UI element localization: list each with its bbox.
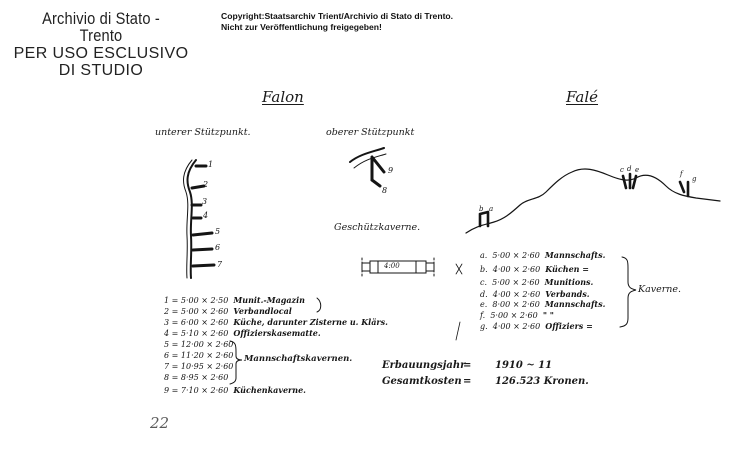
lower-row-dims: 6·00 × 2·60 xyxy=(180,318,229,327)
lower-point-number: 1 xyxy=(208,160,214,169)
elevation-point-label: e xyxy=(635,166,640,174)
elevation-point-label: f xyxy=(680,170,683,178)
lower-row-use: Küche, darunter Zisterne u. Klärs. xyxy=(233,317,388,327)
cost-label: Gesamtkosten xyxy=(382,376,462,387)
lower-row xyxy=(164,340,233,349)
copyright-line-2: Nicht zur Veröffentlichung freigegeben! xyxy=(221,22,382,33)
cavern-letter: g. xyxy=(480,322,488,331)
cost-value: 126.523 Kronen. xyxy=(495,376,589,387)
cavern-letter: d. xyxy=(480,290,488,299)
cavern-use: Mannschafts. xyxy=(544,250,606,260)
lower-row xyxy=(164,295,305,305)
cavern-letter: f. xyxy=(480,311,486,320)
cavern-group-label: Kaverne. xyxy=(638,284,682,295)
lower-point-number: 5 xyxy=(215,227,221,236)
page-number: 22 xyxy=(150,414,170,432)
cavern-letter: e. xyxy=(480,300,488,309)
lower-point-number: 7 xyxy=(217,260,223,269)
lower-support-label: unterer Stützpunkt. xyxy=(155,127,251,138)
elevation-point-label: d xyxy=(627,165,632,173)
cavern-dims: 4·00 × 2·60 xyxy=(492,265,541,274)
lower-row-use: Küchenkaverne. xyxy=(233,385,306,395)
lower-row-number: 3 = xyxy=(164,318,179,327)
lower-row-number: 2 = xyxy=(164,307,179,316)
lower-row-number: 1 = xyxy=(164,296,179,305)
cavern-row xyxy=(480,250,605,260)
year-equals: = xyxy=(463,360,472,371)
cavern-row xyxy=(480,264,589,274)
lower-point-number: 2 xyxy=(203,180,209,189)
stamp-line-2: PER USO ESCLUSIVO xyxy=(13,45,189,62)
lower-row-dims: 11·20 × 2·60 xyxy=(180,351,234,360)
stamp-line-1: Archivio di Stato - Trento xyxy=(42,9,160,45)
cavern-letter: c. xyxy=(480,278,488,287)
crew-group-label: Mannschaftskavernen. xyxy=(244,354,353,364)
lower-row-number: 8 = xyxy=(164,373,179,382)
cavern-dims: 4·00 × 2·60 xyxy=(492,290,541,299)
lower-list-brace-1 xyxy=(317,298,321,312)
cavern-letter: b. xyxy=(480,265,488,274)
lower-row xyxy=(164,351,233,360)
lower-row-dims: 10·95 × 2·60 xyxy=(180,362,234,371)
lower-row-number: 9 = xyxy=(164,386,179,395)
elevation-point-label: b xyxy=(479,205,484,213)
lower-row xyxy=(164,362,233,371)
cavern-use: " " xyxy=(542,310,554,320)
elevation-profile xyxy=(466,169,720,233)
cavern-dims: 5·00 × 2·60 xyxy=(492,251,540,260)
year-label: Erbauungsjahr xyxy=(382,360,466,371)
year-value: 1910 ~ 11 xyxy=(495,360,553,371)
cavern-row xyxy=(480,289,590,299)
lower-row xyxy=(164,306,292,316)
cavern-dims: 4·00 × 2·60 xyxy=(492,322,541,331)
lower-row xyxy=(164,385,306,395)
stamp-line-3: DI STUDIO xyxy=(58,62,144,79)
elevation-title: Falé xyxy=(566,88,599,106)
lower-row-number: 5 = xyxy=(164,340,179,349)
plan-title: Falon xyxy=(262,88,304,106)
elevation-point-label: c xyxy=(620,166,624,174)
lower-row-dims: 5·00 × 2·50 xyxy=(180,296,229,305)
upper-point-number: 9 xyxy=(388,166,394,175)
lower-row-use: Munit.-Magazin xyxy=(233,295,305,305)
cavern-dims: 5·00 × 2·60 xyxy=(492,278,540,287)
lower-row-number: 4 = xyxy=(164,329,179,338)
lower-row-use: Offizierskasematte. xyxy=(233,328,321,338)
upper-support-point-plan xyxy=(350,148,386,186)
cavern-row xyxy=(480,277,593,287)
lower-row-number: 6 = xyxy=(164,351,179,360)
gun-cavern-dimension: 4:00 xyxy=(384,262,400,270)
cavern-use: Munitions. xyxy=(544,277,594,287)
cavern-use: Verbands. xyxy=(545,289,590,299)
cavern-row xyxy=(480,310,554,320)
lower-row-use: Verbandlocal xyxy=(233,306,292,316)
lower-row-dims: 5·10 × 2·60 xyxy=(180,329,229,338)
kaverne-brace xyxy=(620,257,636,327)
lower-row xyxy=(164,317,388,327)
lower-row-dims: 12·00 × 2·60 xyxy=(180,340,234,349)
cavern-letter: a. xyxy=(480,251,488,260)
lower-row-dims: 5·00 × 2·60 xyxy=(180,307,229,316)
gun-cavern-label: Geschützkaverne. xyxy=(334,222,421,233)
elevation-point-label: g xyxy=(692,175,697,183)
cavern-use: Offiziers = xyxy=(545,321,593,331)
upper-point-number: 8 xyxy=(382,186,388,195)
cavern-use: Mannschafts. xyxy=(544,299,606,309)
lower-point-number: 3 xyxy=(202,197,208,206)
lower-row xyxy=(164,328,321,338)
cost-equals: = xyxy=(463,376,472,387)
lower-support-point-plan xyxy=(184,160,214,278)
upper-support-label: oberer Stützpunkt xyxy=(326,127,415,138)
lower-row-number: 7 = xyxy=(164,362,179,371)
cavern-row xyxy=(480,299,605,309)
lower-point-number: 4 xyxy=(203,211,209,220)
lower-row xyxy=(164,373,228,382)
copyright-line-1: Copyright:Staatsarchiv Trient/Archivio di Stato di Trento. xyxy=(221,11,454,21)
lower-point-number: 6 xyxy=(215,243,221,252)
cavern-row xyxy=(480,321,593,331)
lower-row-dims: 7·10 × 2·60 xyxy=(180,386,229,395)
cavern-dims: 8·00 × 2·60 xyxy=(492,300,540,309)
cavern-dims: 5·00 × 2·60 xyxy=(490,311,538,320)
lower-row-dims: 8·95 × 2·60 xyxy=(180,373,229,382)
elevation-point-label: a xyxy=(489,205,494,213)
cavern-use: Küchen = xyxy=(545,264,589,274)
